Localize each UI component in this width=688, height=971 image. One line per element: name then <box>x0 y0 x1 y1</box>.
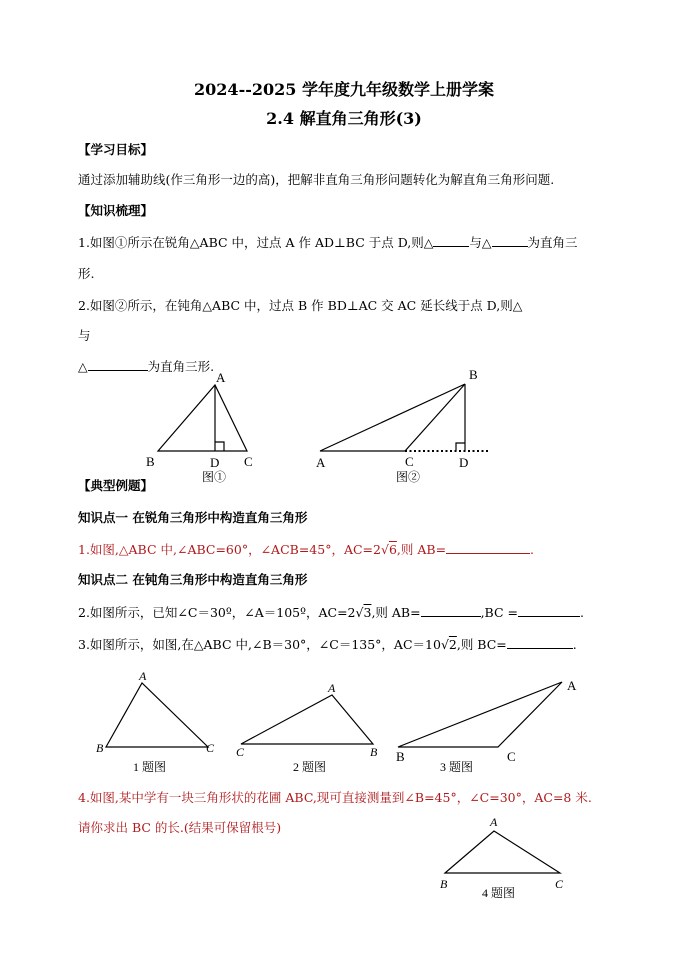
e3-text-b: ,则 BC= <box>456 637 507 652</box>
e1-text-c: . <box>530 542 535 557</box>
goal-text: 通过添加辅助线(作三角形一边的高)，把解非直角三角形问题转化为解直角三角形问题. <box>78 172 555 187</box>
e3-text-a: 3.如图所示，如图,在△ABC 中,∠B＝30°，∠C＝135°，AC＝10 <box>78 637 441 652</box>
r2-continuation: 与 <box>78 328 91 343</box>
r2-text-d: 为直角三形. <box>147 359 215 374</box>
figure-1 <box>158 385 247 451</box>
fig1-label-b: B <box>146 454 155 469</box>
r1-text-c: 为直角三 <box>527 235 578 250</box>
fig1-label-a: A <box>216 370 226 385</box>
q3-label-c: C <box>507 749 516 764</box>
q2-label-a: A <box>328 681 336 695</box>
goal-header: 【学习目标】 <box>78 142 154 157</box>
e1-root: 6 <box>388 542 397 557</box>
fig2-label-d: D <box>459 455 469 470</box>
r1-text-b: 与△ <box>469 235 492 250</box>
q3-triangle <box>398 682 562 747</box>
e2-text-d: . <box>579 605 584 620</box>
example-4-question: 请你求出 BC 的长.(结果可保留根号) <box>78 820 282 835</box>
fig2-triangle <box>320 384 465 451</box>
q3-label-b: B <box>396 749 405 764</box>
review-item-2: 2.如图②所示，在钝角△ABC 中，过点 B 作 BD⊥AC 交 AC 延长线于点 D,则△ <box>78 298 523 313</box>
fig1-label-d: D <box>210 455 220 470</box>
e2-root: 3 <box>363 605 372 620</box>
q4-label-b: B <box>440 877 448 891</box>
q3-caption: 3 题图 <box>440 760 474 774</box>
q3-label-a: A <box>567 678 577 693</box>
e2-text-b: ,则 AB= <box>371 605 421 620</box>
e3-root: 2 <box>448 637 457 652</box>
r2-text-c: △ <box>78 359 88 374</box>
e2-text-a: 2.如图所示，已知∠C＝30º，∠A＝105º，AC=2 <box>78 605 356 620</box>
review-header: 【知识梳理】 <box>78 203 154 218</box>
q1-caption: 1 题图 <box>133 760 167 774</box>
knowledge-point-1: 知识点一 在锐角三角形中构造直角三角形 <box>78 510 308 525</box>
fig2-label-b: B <box>469 367 478 382</box>
fig2-right-angle-mark <box>456 443 465 451</box>
q4-triangle <box>445 831 560 873</box>
q1-label-b: B <box>96 741 104 755</box>
lesson-title: 2.4 解直角三角形(3) <box>266 109 422 128</box>
fig1-right-angle-mark <box>215 442 224 451</box>
r1-continuation: 形. <box>78 266 95 281</box>
fig2-label-a: A <box>316 455 326 470</box>
q2-label-c: C <box>236 745 245 759</box>
sqrt-symbol: √ <box>380 542 389 557</box>
knowledge-point-2: 知识点二 在钝角三角形中构造直角三角形 <box>78 572 308 587</box>
fig2-caption: 图② <box>396 470 421 484</box>
q4-label-a: A <box>490 815 498 829</box>
fig2-label-c: C <box>405 454 414 469</box>
q4-caption: 4 题图 <box>482 886 516 900</box>
q2-triangle <box>241 695 373 744</box>
q1-label-c: C <box>206 741 215 755</box>
fig1-triangle <box>158 385 247 451</box>
e1-text-b: ,则 AB= <box>396 542 447 557</box>
q2-caption: 2 题图 <box>293 760 327 774</box>
figure-2 <box>320 384 488 451</box>
q1-label-a: A <box>139 669 147 683</box>
r1-text-a: 1.如图①所示在锐角△ABC 中，过点 A 作 AD⊥BC 于点 D,则△ <box>78 235 434 250</box>
document-title: 2024--2025 学年度九年级数学上册学案 <box>194 80 494 99</box>
e1-text-a: 1.如图,△ABC 中,∠ABC=60°，∠ACB=45°，AC=2 <box>78 542 381 557</box>
q4-label-c: C <box>555 877 564 891</box>
e3-text-c: . <box>572 637 577 652</box>
fig1-label-c: C <box>244 454 253 469</box>
example-4: 4.如图,某中学有一块三角形状的花圃 ABC,现可直接测量到∠B=45°，∠C=30°，AC=8 米. <box>78 790 592 805</box>
sqrt-symbol: √ <box>355 605 364 620</box>
sqrt-symbol: √ <box>440 637 449 652</box>
q1-triangle <box>106 683 208 747</box>
e2-text-c: ,BC = <box>480 605 518 620</box>
q2-label-b: B <box>370 745 378 759</box>
example-header: 【典型例题】 <box>78 478 154 493</box>
fig1-caption: 图① <box>202 470 227 484</box>
